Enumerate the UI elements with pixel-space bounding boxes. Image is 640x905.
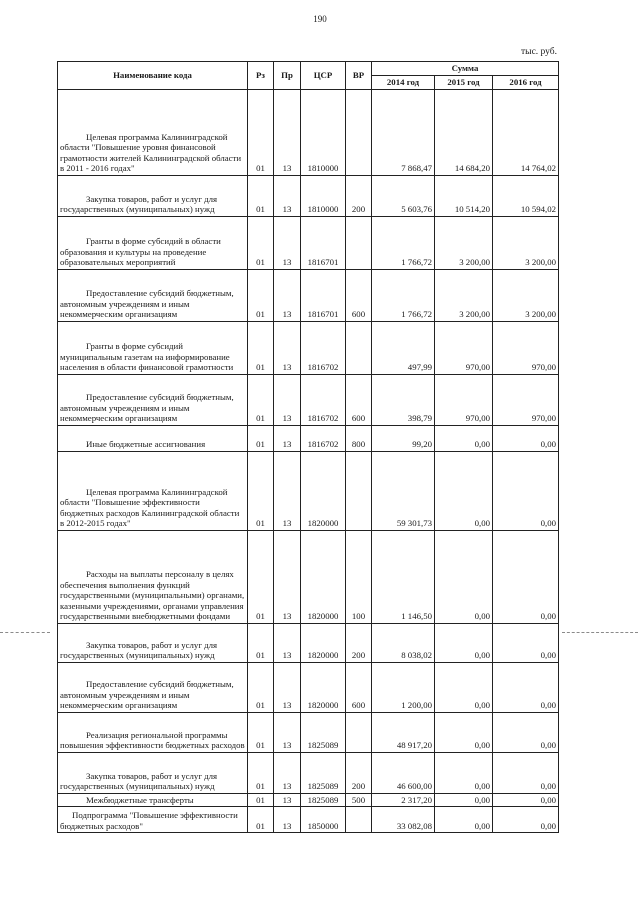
row-2016: 0,00 — [493, 662, 559, 712]
row-name: Гранты в форме субсидий в области образования и культуры на проведение образовательных мероприятий — [58, 216, 248, 269]
row-2014: 1 766,72 — [372, 216, 435, 269]
row-2015: 14 684,20 — [435, 89, 493, 175]
table-row — [58, 89, 559, 175]
row-rz: 01 — [248, 752, 274, 793]
row-pr: 13 — [274, 269, 301, 321]
row-2014: 5 603,76 — [372, 175, 435, 216]
row-rz: 01 — [248, 425, 274, 451]
row-csr: 1810000 — [301, 175, 346, 216]
row-pr: 13 — [274, 374, 301, 425]
row-pr: 13 — [274, 89, 301, 175]
row-vr: 500 — [346, 793, 372, 807]
table-row — [58, 662, 559, 712]
row-rz: 01 — [248, 623, 274, 662]
row-csr: 1816702 — [301, 425, 346, 451]
row-rz: 01 — [248, 712, 274, 752]
row-pr: 13 — [274, 425, 301, 451]
row-2016: 14 764,02 — [493, 89, 559, 175]
row-pr: 13 — [274, 793, 301, 807]
row-2015: 0,00 — [435, 712, 493, 752]
fold-mark-right — [562, 632, 638, 633]
row-vr: 200 — [346, 175, 372, 216]
row-2016: 0,00 — [493, 712, 559, 752]
row-rz: 01 — [248, 269, 274, 321]
row-vr: 600 — [346, 662, 372, 712]
table-row — [58, 807, 559, 833]
row-csr: 1825089 — [301, 712, 346, 752]
row-rz: 01 — [248, 793, 274, 807]
row-2016: 0,00 — [493, 793, 559, 807]
row-name: Иные бюджетные ассигнования — [58, 425, 248, 451]
table-row — [58, 216, 559, 269]
row-2015: 0,00 — [435, 793, 493, 807]
header-vr: ВР — [346, 62, 372, 90]
row-2015: 3 200,00 — [435, 269, 493, 321]
row-rz: 01 — [248, 175, 274, 216]
row-vr: 200 — [346, 752, 372, 793]
row-pr: 13 — [274, 712, 301, 752]
row-pr: 13 — [274, 623, 301, 662]
row-pr: 13 — [274, 807, 301, 833]
row-csr: 1816702 — [301, 321, 346, 374]
fold-mark-left — [0, 632, 50, 633]
row-2016: 3 200,00 — [493, 216, 559, 269]
row-name: Расходы на выплаты персоналу в целях обеспечения выполнения функций государственными (муниципальными) органами, казенными учреждениями, органами управления государственными внебюджетными фондами — [58, 530, 248, 623]
row-2015: 0,00 — [435, 530, 493, 623]
row-pr: 13 — [274, 752, 301, 793]
row-2014: 46 600,00 — [372, 752, 435, 793]
row-csr: 1825089 — [301, 752, 346, 793]
table-row — [58, 175, 559, 216]
header-2016: 2016 год — [493, 75, 559, 89]
row-rz: 01 — [248, 451, 274, 530]
row-pr: 13 — [274, 662, 301, 712]
row-2015: 3 200,00 — [435, 216, 493, 269]
page-number: 190 — [313, 14, 327, 24]
row-name: Реализация региональной программы повышения эффективности бюджетных расходов — [58, 712, 248, 752]
row-2015: 10 514,20 — [435, 175, 493, 216]
row-2014: 8 038,02 — [372, 623, 435, 662]
row-2014: 99,20 — [372, 425, 435, 451]
header-sum: Сумма — [372, 62, 559, 76]
row-2015: 0,00 — [435, 662, 493, 712]
row-vr — [346, 451, 372, 530]
row-rz: 01 — [248, 89, 274, 175]
header-name: Наименование кода — [58, 62, 248, 90]
header-csr: ЦСР — [301, 62, 346, 90]
row-2016: 970,00 — [493, 321, 559, 374]
row-2014: 33 082,08 — [372, 807, 435, 833]
row-2016: 3 200,00 — [493, 269, 559, 321]
row-csr: 1810000 — [301, 89, 346, 175]
row-2014: 1 766,72 — [372, 269, 435, 321]
row-2016: 0,00 — [493, 752, 559, 793]
row-rz: 01 — [248, 374, 274, 425]
row-2016: 0,00 — [493, 425, 559, 451]
row-2015: 970,00 — [435, 321, 493, 374]
header-2014: 2014 год — [372, 75, 435, 89]
table-row — [58, 374, 559, 425]
row-pr: 13 — [274, 321, 301, 374]
row-csr: 1820000 — [301, 623, 346, 662]
table-row — [58, 752, 559, 793]
row-csr: 1816701 — [301, 269, 346, 321]
units-label: тыс. руб. — [521, 47, 557, 57]
row-vr — [346, 321, 372, 374]
row-csr: 1820000 — [301, 530, 346, 623]
row-vr — [346, 216, 372, 269]
row-2015: 0,00 — [435, 807, 493, 833]
row-csr: 1850000 — [301, 807, 346, 833]
row-2014: 48 917,20 — [372, 712, 435, 752]
row-name: Предоставление субсидий бюджетным, автономным учреждениям и иным некоммерческим организациям — [58, 269, 248, 321]
row-2014: 398,79 — [372, 374, 435, 425]
row-2014: 1 146,50 — [372, 530, 435, 623]
row-pr: 13 — [274, 175, 301, 216]
row-2016: 10 594,02 — [493, 175, 559, 216]
budget-table — [57, 61, 559, 833]
row-name: Закупка товаров, работ и услуг для государственных (муниципальных) нужд — [58, 752, 248, 793]
row-name: Предоставление субсидий бюджетным, автономным учреждениям и иным некоммерческим организациям — [58, 662, 248, 712]
table-row — [58, 425, 559, 451]
row-2015: 0,00 — [435, 752, 493, 793]
header-2015: 2015 год — [435, 75, 493, 89]
row-2014: 497,99 — [372, 321, 435, 374]
table-row — [58, 451, 559, 530]
row-vr: 800 — [346, 425, 372, 451]
row-vr — [346, 89, 372, 175]
row-rz: 01 — [248, 662, 274, 712]
row-2015: 0,00 — [435, 451, 493, 530]
row-name: Целевая программа Калининградской области "Повышение уровня финансовой грамотности жителей Калининградской области в 2011 - 2016 годах" — [58, 89, 248, 175]
row-pr: 13 — [274, 530, 301, 623]
row-2014: 7 868,47 — [372, 89, 435, 175]
row-csr: 1816701 — [301, 216, 346, 269]
header-rz: Рз — [248, 62, 274, 90]
row-vr: 100 — [346, 530, 372, 623]
table-row — [58, 321, 559, 374]
row-name: Предоставление субсидий бюджетным, автономным учреждениям и иным некоммерческим организациям — [58, 374, 248, 425]
row-rz: 01 — [248, 807, 274, 833]
row-2016: 0,00 — [493, 451, 559, 530]
row-2016: 0,00 — [493, 807, 559, 833]
row-2016: 0,00 — [493, 623, 559, 662]
row-csr: 1816702 — [301, 374, 346, 425]
row-pr: 13 — [274, 451, 301, 530]
row-rz: 01 — [248, 321, 274, 374]
row-name: Закупка товаров, работ и услуг для государственных (муниципальных) нужд — [58, 175, 248, 216]
row-vr — [346, 807, 372, 833]
row-name: Целевая программа Калининградской области "Повышение эффективности бюджетных расходов Калининградской области в 2012-2015 годах" — [58, 451, 248, 530]
row-2015: 970,00 — [435, 374, 493, 425]
table-row — [58, 712, 559, 752]
row-name: Межбюджетные трансферты — [58, 793, 248, 807]
row-vr: 200 — [346, 623, 372, 662]
row-csr: 1825089 — [301, 793, 346, 807]
row-vr: 600 — [346, 374, 372, 425]
row-vr — [346, 712, 372, 752]
row-2015: 0,00 — [435, 425, 493, 451]
table-row — [58, 530, 559, 623]
row-rz: 01 — [248, 216, 274, 269]
row-name: Подпрограмма "Повышение эффективности бюджетных расходов" — [58, 807, 248, 833]
row-2014: 1 200,00 — [372, 662, 435, 712]
table-row — [58, 269, 559, 321]
row-2016: 970,00 — [493, 374, 559, 425]
row-pr: 13 — [274, 216, 301, 269]
row-name: Закупка товаров, работ и услуг для государственных (муниципальных) нужд — [58, 623, 248, 662]
row-2016: 0,00 — [493, 530, 559, 623]
row-csr: 1820000 — [301, 451, 346, 530]
row-csr: 1820000 — [301, 662, 346, 712]
table-row — [58, 793, 559, 807]
row-name: Гранты в форме субсидий муниципальным газетам на информирование населения в области финансовой грамотности — [58, 321, 248, 374]
table-row — [58, 623, 559, 662]
row-rz: 01 — [248, 530, 274, 623]
header-pr: Пр — [274, 62, 301, 90]
row-vr: 600 — [346, 269, 372, 321]
row-2015: 0,00 — [435, 623, 493, 662]
row-2014: 59 301,73 — [372, 451, 435, 530]
row-2014: 2 317,20 — [372, 793, 435, 807]
